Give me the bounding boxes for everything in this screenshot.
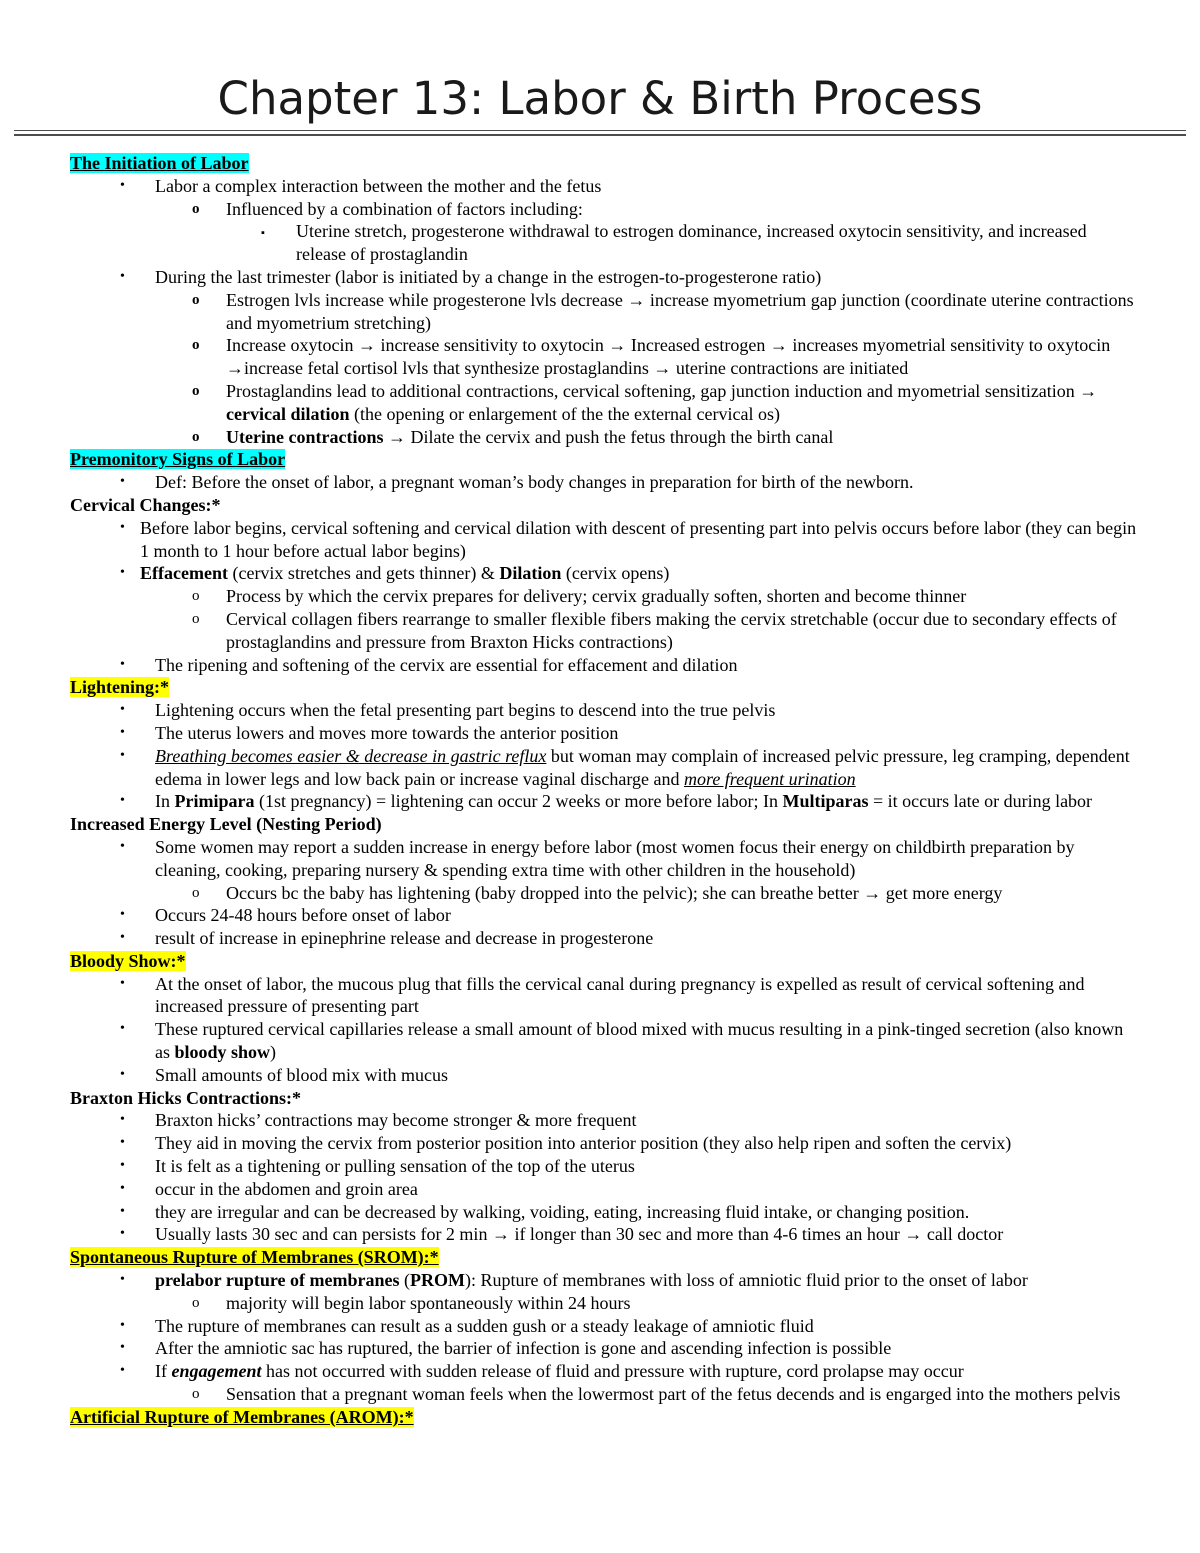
list-item-text: = it occurs late or during labor: [868, 791, 1093, 812]
list-item-text: Occurs 24-48 hours before onset of labor: [155, 905, 451, 926]
list-item-text: ): Rupture of membranes with loss of amniotic fluid prior to the onset of labor: [464, 1270, 1028, 1291]
circle-marker: o: [192, 428, 200, 445]
list-item-text: They aid in moving the cervix from posterior position into anterior position (they also help ripen and soften the cervix): [155, 1133, 1012, 1154]
square-marker: ▪: [261, 227, 265, 240]
list-item-text: Lightening occurs when the fetal presenting part begins to descend into the true pelvis: [155, 700, 776, 721]
list-item: [70, 927, 1140, 950]
page-title: Chapter 13: Labor & Birth Process: [217, 72, 983, 125]
bold-term: bloody show: [174, 1042, 271, 1063]
list-item: [70, 1132, 1140, 1155]
list-item: [70, 471, 1140, 494]
list-item: [70, 1315, 1140, 1338]
list-item-text: ): [270, 1042, 277, 1063]
circle-marker: o: [192, 337, 200, 354]
circle-marker: o: [192, 382, 200, 399]
list-item: [70, 973, 1140, 1019]
list-item-text: occur in the abdomen and groin area: [155, 1178, 418, 1199]
list-item: [70, 1292, 1140, 1315]
list-item: [70, 1223, 1140, 1246]
list-item-text: It is felt as a tightening or pulling sensation of the top of the uterus: [155, 1156, 635, 1177]
bold-italic-term: engagement: [171, 1361, 262, 1382]
list-item-text: In: [155, 791, 175, 812]
bold-term: Uterine contractions: [226, 426, 384, 447]
bullet-marker: •: [120, 1363, 125, 1379]
bold-term: Dilation: [499, 563, 562, 584]
bold-term: Multiparas: [782, 791, 869, 812]
list-item: [70, 266, 1140, 289]
bold-term: Effacement: [140, 563, 228, 584]
list-item-text: Labor a complex interaction between the mother and the fetus: [155, 175, 602, 196]
emphasis-text: Breathing becomes easier & decrease in gastric reflux: [155, 745, 547, 766]
bold-term: PROM: [410, 1270, 465, 1291]
list-item-text: Occurs bc the baby has lightening (baby dropped into the pelvic); she can breathe better → get more energy: [226, 882, 1003, 903]
heading-braxton-hicks: Braxton Hicks Contractions:*: [70, 1087, 301, 1108]
circle-marker: o: [192, 1294, 200, 1311]
list-item: [70, 175, 1140, 198]
circle-marker: o: [192, 1386, 200, 1403]
list-item: [70, 380, 1140, 426]
list-item: [70, 1109, 1140, 1132]
section-heading: [70, 676, 1140, 699]
list-item-text: Braxton hicks’ contractions may become stronger & more frequent: [155, 1110, 637, 1131]
list-item-text: Increase oxytocin → increase sensitivity to oxytocin → Increased estrogen → increases myometrial sensitivity to oxytocin →increase fetal cortisol lvls that synthesize prostaglandins → uterine contractions are initiated: [226, 335, 1111, 379]
list-item-text: has not occurred with sudden release of fluid and pressure with rupture, cord prolapse may occur: [261, 1361, 964, 1382]
bullet-marker: •: [120, 474, 125, 490]
list-item-text: (the opening or enlargement of the the external cervical os): [349, 403, 780, 424]
list-item-text: (cervix stretches and gets thinner) &: [227, 563, 500, 584]
bullet-marker: •: [120, 656, 125, 672]
circle-marker: o: [192, 200, 200, 217]
heading-premonitory-signs: Premonitory Signs of Labor: [70, 449, 286, 470]
circle-marker: o: [192, 588, 200, 605]
list-item: [70, 699, 1140, 722]
heading-lightening: Lightening:*: [70, 677, 170, 698]
list-item-text: (: [399, 1270, 410, 1291]
list-item: [70, 608, 1140, 654]
list-item-text: Cervical collagen fibers rearrange to smaller flexible fibers making the cervix stretchable (occur due to secondary effects of prostaglandins and pressure from Braxton Hicks contractions): [226, 608, 1117, 652]
list-item: [70, 289, 1140, 335]
heading-increased-energy-level: Increased Energy Level (Nesting Period): [70, 814, 382, 835]
bullet-marker: •: [120, 1135, 125, 1151]
list-item-text: At the onset of labor, the mucous plug that fills the cervical canal during pregnancy is expelled as result of cervical softening and increased pressure of presenting part: [155, 973, 1085, 1017]
list-item-text: they are irregular and can be decreased by walking, voiding, eating, increasing fluid intake, or changing position.: [155, 1201, 970, 1222]
list-item-text: but woman may complain of increased pelvic pressure, leg cramping, dependent edema in lower legs and low back pain or increase vaginal discharge and: [155, 745, 1130, 789]
circle-marker: o: [192, 291, 200, 308]
bold-term: prelabor rupture of membranes: [155, 1270, 400, 1291]
list-item-text: (cervix opens): [561, 563, 670, 584]
list-item: [70, 1018, 1140, 1064]
list-item: [70, 220, 1140, 266]
list-item-text: The rupture of membranes can result as a sudden gush or a steady leakage of amniotic fluid: [155, 1315, 814, 1336]
bullet-marker: •: [120, 268, 125, 284]
list-item-text: Process by which the cervix prepares for delivery; cervix gradually soften, shorten and become thinner: [226, 586, 967, 607]
list-item-text: Usually lasts 30 sec and can persists for 2 min → if longer than 30 sec and more than 4-6 times an hour → call doctor: [155, 1224, 1004, 1245]
list-item: [70, 334, 1140, 380]
section-heading: [70, 1406, 1140, 1429]
list-item: [70, 1178, 1140, 1201]
list-item: [70, 790, 1140, 813]
bullet-marker: •: [120, 1317, 125, 1333]
list-item-text: Def: Before the onset of labor, a pregnant woman’s body changes in preparation for birth of the newborn.: [155, 472, 914, 493]
list-item-text: → Dilate the cervix and push the fetus through the birth canal: [383, 426, 834, 447]
list-item-text: result of increase in epinephrine release and decrease in progesterone: [155, 928, 654, 949]
emphasis-text: more frequent urination: [683, 768, 856, 789]
list-item: [70, 722, 1140, 745]
bullet-marker: •: [120, 1272, 125, 1288]
list-item: [70, 745, 1140, 791]
list-item: [70, 654, 1140, 677]
list-item: [70, 882, 1140, 905]
heading-bloody-show: Bloody Show:*: [70, 950, 186, 971]
section-heading: [70, 950, 1140, 973]
list-item-text: Small amounts of blood mix with mucus: [155, 1064, 448, 1085]
list-item: [70, 1383, 1140, 1406]
list-item: [70, 426, 1140, 449]
list-item: [70, 585, 1140, 608]
title-divider-double: [14, 134, 1186, 136]
bullet-marker: •: [120, 177, 125, 193]
bold-term: cervical dilation: [226, 403, 350, 424]
bullet-marker: •: [120, 930, 125, 946]
list-item-text: If: [155, 1361, 172, 1382]
bullet-marker: •: [120, 1158, 125, 1174]
bullet-marker: •: [120, 1340, 125, 1356]
heading-initiation-of-labor: The Initiation of Labor: [70, 153, 249, 173]
list-item: [70, 1269, 1140, 1292]
document-body: [70, 152, 1140, 1429]
bold-term: Primipara: [174, 791, 255, 812]
list-item-text: These ruptured cervical capillaries release a small amount of blood mixed with mucus resulting in a pink-tinged secretion (also known as: [155, 1019, 1124, 1063]
bullet-marker: •: [120, 793, 125, 809]
list-item-text: Influenced by a combination of factors including:: [226, 198, 583, 219]
list-item-text: The ripening and softening of the cervix are essential for effacement and dilation: [155, 654, 738, 675]
list-item: [70, 1201, 1140, 1224]
list-item: [70, 836, 1140, 882]
bullet-marker: •: [120, 1112, 125, 1128]
list-item-text: Before labor begins, cervical softening and cervical dilation with descent of presenting part into pelvis occurs before labor (they can begin 1 month to 1 hour before actual labor begins): [140, 517, 1137, 561]
bullet-marker: •: [120, 747, 125, 763]
list-item: [70, 198, 1140, 221]
bullet-marker: •: [120, 975, 125, 991]
list-item-text: Sensation that a pregnant woman feels when the lowermost part of the fetus decends and is engarged into the mothers pelvis: [226, 1384, 1121, 1405]
list-item: [70, 1155, 1140, 1178]
title-divider: [14, 130, 1186, 131]
bullet-marker: •: [120, 1180, 125, 1196]
circle-marker: o: [192, 884, 200, 901]
list-item-text: Some women may report a sudden increase in energy before labor (most women focus their energy on childbirth preparation by cleaning, cooking, preparing nursery & spending extra time with other children in the household): [155, 836, 1075, 880]
heading-arom: Artificial Rupture of Membranes (AROM):*: [70, 1406, 414, 1427]
list-item-text: Uterine stretch, progesterone withdrawal to estrogen dominance, increased oxytocin sensitivity, and increased release of prostaglandin: [296, 221, 1087, 265]
list-item-text: After the amniotic sac has ruptured, the barrier of infection is gone and ascending infection is possible: [155, 1338, 892, 1359]
bullet-marker: •: [120, 1066, 125, 1082]
bullet-marker: •: [120, 838, 125, 854]
bullet-marker: •: [120, 1021, 125, 1037]
list-item: [70, 1064, 1140, 1087]
list-item: [70, 1360, 1140, 1383]
list-item: [70, 517, 1140, 563]
circle-marker: o: [192, 610, 200, 627]
list-item-text: majority will begin labor spontaneously within 24 hours: [226, 1292, 631, 1313]
bullet-marker: •: [120, 702, 125, 718]
heading-cervical-changes: Cervical Changes:*: [70, 494, 221, 515]
bullet-marker: •: [120, 519, 125, 535]
section-heading: [70, 448, 1140, 471]
list-item: [70, 562, 1140, 585]
list-item-text: Estrogen lvls increase while progesterone lvls decrease → increase myometrium gap junction (coordinate uterine contractions and myometrium stretching): [226, 289, 1134, 333]
section-heading: [70, 152, 1140, 175]
list-item-text: (1st pregnancy) = lightening can occur 2 weeks or more before labor; In: [254, 791, 783, 812]
bullet-marker: •: [120, 565, 125, 581]
list-item-text: The uterus lowers and moves more towards the anterior position: [155, 722, 619, 743]
list-item: [70, 1337, 1140, 1360]
bullet-marker: •: [120, 907, 125, 923]
bullet-marker: •: [120, 1226, 125, 1242]
heading-srom: Spontaneous Rupture of Membranes (SROM):*: [70, 1247, 439, 1268]
bullet-marker: •: [120, 724, 125, 740]
list-item-text: Prostaglandins lead to additional contractions, cervical softening, gap junction induction and myometrial sensitization →: [226, 380, 1098, 401]
list-item-text: During the last trimester (labor is initiated by a change in the estrogen-to-progesterone ratio): [155, 266, 822, 287]
list-item: [70, 904, 1140, 927]
section-heading: [70, 1246, 1140, 1269]
bullet-marker: •: [120, 1203, 125, 1219]
